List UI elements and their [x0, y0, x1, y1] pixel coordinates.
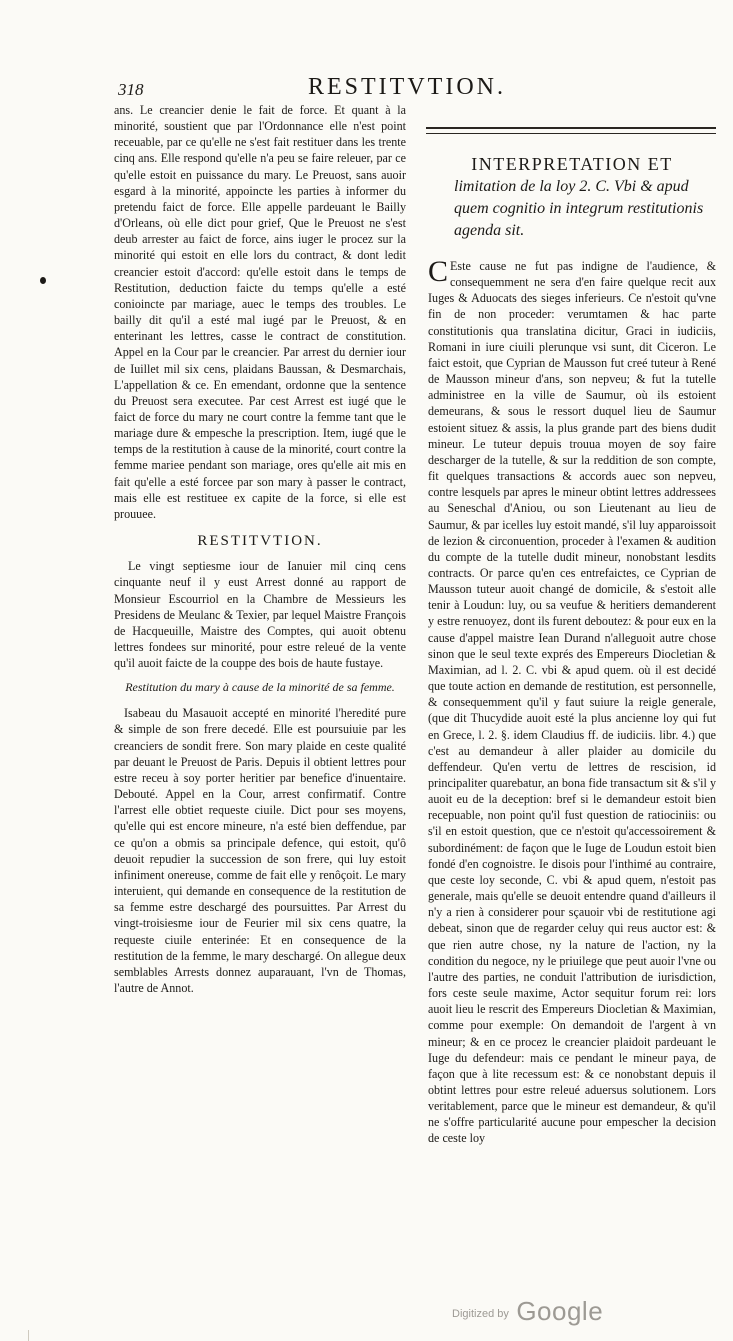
section-rule-thin	[426, 133, 716, 134]
gutter-line	[28, 1330, 29, 1341]
section-subtitle: Restitution du mary à cause de la minorité de sa femme.	[125, 680, 395, 695]
right-paragraph-1: CEste cause ne fut pas indigne de l'audience, & consequemment ne sera d'en faire quelque recit aux Iuges & Aduocats des sieges inferieurs. Ce n'estoit qu'vne fin de non proceder: verumtamen & hac parte constitutionis qua translatina dicitur, Graci in iudiciis, Romani in iure ciuili plerunque vsi sunt, dit Ciceron. Le faict estoit, que Cyprian de Mausson fut creé tuteur à René de Mausson mineur d'ans, son nepveu; & fut la tutelle administree en la ville de Saumur, où ils estoient demeurans, & sous le ressort duquel lieu de Saumur estoient situez & assis, la plus grande part des biens dudit mineur. Le tuteur depuis trouua moyen de soy faire descharger de la tutelle, & sur la reddition de son compte, fit quelques transactions & accords auec son nepveu, contre lesquels par apres le mineur obtint lettres addressees au Seneschal d'Aniou, ou son Lieutenant au lieu de Saumur, & par icelles luy estoit mandé, s'il luy apparoissoit de lezion & circonuention, proceder à l'examen & audition du compte de la tutelle dudit mineur, nonobstant lesdits contracts. Or parce qu'en ces entrefaictes, ce Cyprian de Mausson tuteur auoit changé de domicile, & s'estoit alle tenir à Loudun: luy, ou sa veufue & heritiers demanderent y estre renuoyez, dont ils furent deboutez: & pour eux en la cause d'appel maistre Iean Durand n'alleguoit autre chose sinon que le seul texte exprés des Empereurs Diocletian & Maximian, ad l. 2. C. vbi & apud quem. où il est decidé que toute action en demande de restitution, est personnelle, & consequemment qu'il y faut suiure la reigle generale, (que dit Thucydide auoit esté la plus ancienne loy qui fut en Grece, l. 2. §. idem Claudius ff. de iudiciis. libr. 4.) que c'est au demandeur à aller plaider au domicile du deffendeur. Qu'en vertu de lettres de rescision, id principaliter quarebatur, an bona fide transactum sit & s'il y auoit eu de la deception: bref si le demandeur estoit bien recepuable, non point qu'il fust question de ratiociniis: ou s'il en estoit question, que ce n'estoit qu'accessoirement & subordinément: de façon que le Iuge de Loudun estoit bien fondé d'en cognoistre. Ie disois pour l'inthimé au contraire, que ceste loy seconde, C. vbi & apud quem, n'estoit pas generale, mais qu'elle se deuoit entendre quand d'ailleurs il n'y a rien à considerer pour sçauoir vbi de restitutione agi debeat, sinon que de regarder celuy qui reus auctor est: & que rien autre chose, ny la nature de l'action, ny la condition du negoce, ny le priuilege que peut auoir l'vne ou l'autre des parties, ne conduit l'attribution de iurisdiction, fors ceste seule maxime, Actor sequitur forum rei: lors auoit lieu le rescrit des Empereurs Diocletian & Maximian, comme pour exemple: On demandoit de l'argent à vn mineur; & en ce procez le creancier plaidoit pardeuant le Iuge du defendeur: mais ce pendant le mineur paya, de façon que à lite recessum est: & ce nonobstant depuis il obtint lettres pour estre releué aduersus solutionem. Lors veritablement, parce que le mineur est demandeur, & qu'il ne s'offre particularité aucune pour empescher la decision de ceste loy	[428, 255, 716, 1146]
left-paragraph-3: Isabeau du Masauoit accepté en minorité l'heredité pure & simple de son frere decedé. Elle est poursuiuie par les creanciers de sondit frere. Son mary plaide en ceste qualité par deuant le Preuost de Paris. Depuis il obtient lettres pour estre receu à soy porter heritier par benefice d'inuentaire. Debouté. Appel en la Cour, arrest confirmatif. Contre l'arrest elle obtiet requeste ciuile. Dict pour ses moyens, qu'elle qui est encore mineure, n'a esté bien deffendue, par ce qu'on a obmis sa principale defence, qui estoit, qu'ô deuoit repudier la succession de son frere, qui luy estoit infiniment onereuse, comme de fait elle y renôçoit. Le mary interuient, qui demande en consequence de la restitution de sa femme estre deschargé des poursuittes. Par Arrest du vingt-troisiesme iour de Feurier mil six cens quatre, la requeste ciuile enterinée: Et en consequence de la restitution de la femme, le mary deschargé. On allegue deux semblables Arrests donnez auparauant, l'vn de Thomas, l'autre de Annot.	[114, 706, 406, 995]
section-rule	[426, 127, 716, 129]
digitized-watermark	[452, 1296, 603, 1327]
section-title: RESTITVTION.	[197, 533, 323, 550]
right-column	[428, 255, 716, 1147]
interpretation-heading	[428, 152, 716, 242]
running-title: RESTITVTION.	[308, 74, 506, 100]
left-paragraph-1: ans. Le creancier denie le fait de force. Et quant à la minorité, soustient que par l'Ordonnance elle n'est point receuable, par ce qu'elle ne s'est fait restituer dans les trente cinq ans. Elle respond qu'elle n'a peu se faire releuer, par ce qu'elle estoit en puissance du mary. Le Preuost, sans auoir esgard à la minorité, appoincte les parties à informer du pretendu faict de force. Elle appelle pardeuant le Bailly d'Orleans, où elle dict pour grief, Que le Preuost ne s'est deub arrester au faict de force, ains iuger le procez sur la minorité qui estoit en elle lors du contract, & dont ledit creancier estoit d'accord: qu'elle estoit dans le temps de Restitution, deduction faicte du temps qu'elle a esté conioincte par mariage, auec le temps des troubles. Le bailly dit qu'il a esté mal iugé par le Preuost, & en enterinant les lettres, casse le contract de constitution. Appel en la Cour par le creancier. Par arrest du dernier iour de Iuillet mil six cens, plaidans Baussan, & Desmarchais, L'appellation & ce. En emendant, ordonne que la sentence du Preuost sera executee. Par cest Arrest est iugé que le faict de force du mary ne court contre la femme tant que le mariage dure & empesche la prescription. Item, iugé que le temps de la restitution à cause de la minorité, court contre la femme mariee pendant son mariage, ores qu'elle ait mis en fait qu'elle a esté forcee par son mary à passer le contract, mais elle est restituee ex capite de la force, si elle est prouuee.	[114, 103, 406, 521]
margin-mark	[40, 277, 46, 284]
left-paragraph-2: Le vingt septiesme iour de Ianuier mil cinq cens cinquante neuf il y eust Arrest donné au rapport de Monsieur Escourriol en la Chambre de Messieurs les Presidens de Meulanc & Texier, par lequel Maistre François de Hacqueuille, Maistre des Comptes, qui auoit obtenu lettres fondees sur minorité, pour estre releué de la vente qu'il auoit faicte de la couppe des bois de haute fustaye.	[114, 559, 406, 671]
left-column	[114, 102, 406, 996]
interpretation-subtitle: limitation de la loy 2. C. Vbi & apud quem cognitio in integrum restitutionis agenda sit.	[454, 178, 704, 239]
google-logo: Google	[516, 1296, 604, 1326]
page-number: 318	[118, 80, 144, 99]
page-header	[118, 74, 718, 104]
watermark-prefix: Digitized by	[452, 1308, 509, 1320]
interpretation-title: INTERPRETATION ET	[471, 154, 673, 174]
